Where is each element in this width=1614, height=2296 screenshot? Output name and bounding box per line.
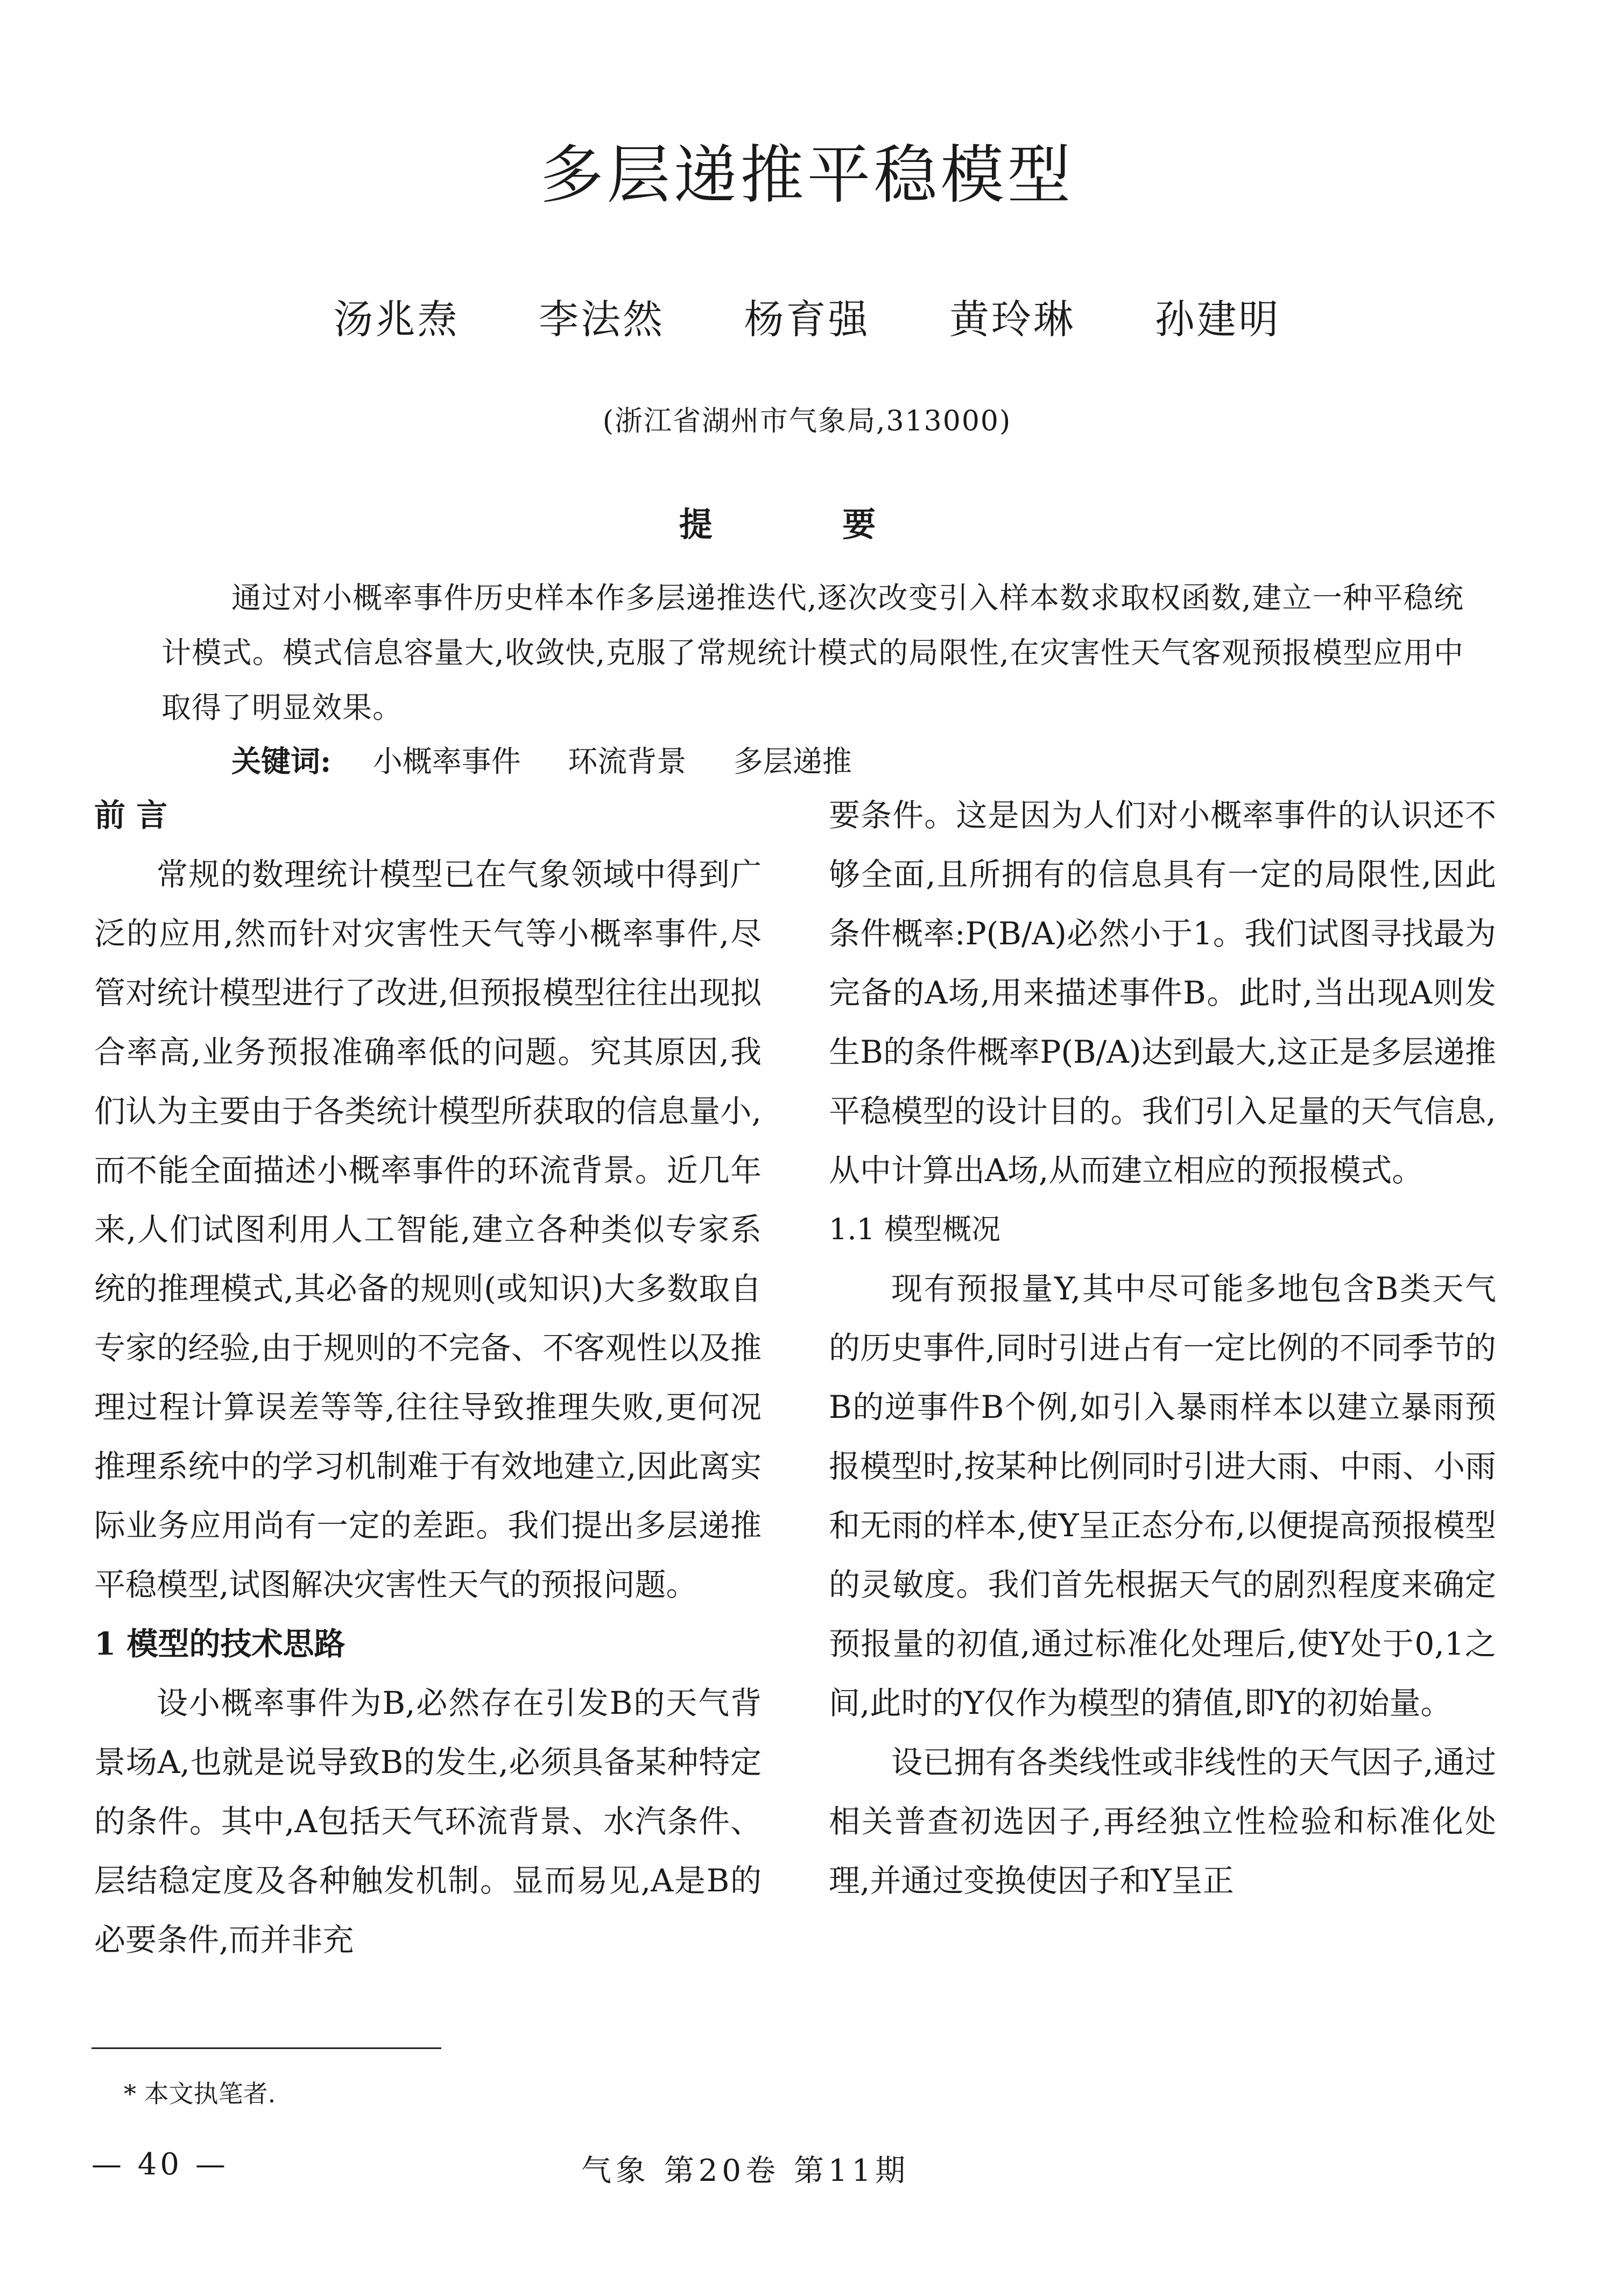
paragraph: 现有预报量Y,其中尽可能多地包含B类天气的历史事件,同时引进占有一定比例的不同季节的B的逆事件B个例,如引入暴雨样本以建立暴雨预报模型时,按某种比例同时引进大雨、中雨、小雨和无雨的样本,使Y呈正态分布,以便提高预报模型的灵敏度。我们首先根据天气的剧烈程度来确定预报量的初值,通过标准化处理后,使Y处于0,1之间,此时的Y仅作为模型的猜值,即Y的初始量。 [829,1270,1496,1721]
author-name: 汤兆焘 [333,296,460,343]
author-name: 孙建明 [1154,296,1281,343]
paragraph: 设已拥有各类线性或非线性的天气因子,通过相关普查初选因子,再经独立性检验和标准化处理,并通过变换使因子和Y呈正 [829,1744,1496,1899]
footnote: * 本文执笔者. [124,2079,276,2108]
journal-citation: 气象 第20卷 第11期 [581,2153,910,2188]
right-column [829,786,1496,1910]
author-name: 黄玲琳 [949,296,1076,343]
keyword-item: 多层递推 [733,744,852,779]
author-name: 杨育强 [744,296,870,343]
abstract-heading: 提 要 [679,505,935,544]
footnote-divider [91,2047,441,2049]
section-heading-1-1: 1.1 模型概况 [829,1212,1001,1246]
page-number: — 40 — [91,2147,229,2182]
paragraph: 要条件。这是因为人们对小概率事件的认识还不够全面,且所拥有的信息具有一定的局限性,因此条件概率:P(B/A)必然小于1。我们试图寻找最为完备的A场,用来描述事件B。此时,当出现A则发生B的条件概率P(B/A)达到最大,这正是多层递推平稳模型的设计目的。我们引入足量的天气信息,从中计算出A场,从而建立相应的预报模式。 [829,797,1496,1189]
left-column [94,786,762,1969]
affiliation: (浙江省湖州市气象局,313000) [602,405,1012,437]
abstract-text: 通过对小概率事件历史样本作多层递推迭代,逐次改变引入样本数求取权函数,建立一种平稳统计模式。模式信息容量大,收敛快,克服了常规统计模式的局限性,在灾害性天气客观预报模型应用中取得了明显效果。 [161,581,1464,725]
keyword-item: 环流背景 [568,744,687,779]
page-footer [0,2147,1614,2190]
paragraph: 常规的数理统计模型已在气象领域中得到广泛的应用,然而针对灾害性天气等小概率事件,尽管对统计模型进行了改进,但预报模型往往出现拟合率高,业务预报准确率低的问题。究其原因,我们认为主要由于各类统计模型所获取的信息量小,而不能全面描述小概率事件的环流背景。近几年来,人们试图利用人工智能,建立各种类似专家系统的推理模式,其必备的规则(或知识)大多数取自专家的经验,由于规则的不完备、不客观性以及推理过程计算误差等等,往往导致推理失败,更何况推理系统中的学习机制难于有效地建立,因此离实际业务应用尚有一定的差距。我们提出多层递推平稳模型,试图解决灾害性天气的预报问题。 [94,856,762,1603]
paragraph: 设小概率事件为B,必然存在引发B的天气背景场A,也就是说导致B的发生,必须具备某种特定的条件。其中,A包括天气环流背景、水汽条件、层结稳定度及各种触发机制。显而易见,A是B的必要条件,而并非充 [94,1685,762,1958]
keyword-item: 小概率事件 [372,744,521,779]
keywords-label: 关键词: [231,744,332,779]
section-heading-1: 1 模型的技术思路 [94,1626,346,1662]
author-list [0,288,1614,345]
paper-title: 多层递推平稳模型 [540,138,1074,212]
section-heading-intro: 前 言 [94,797,168,833]
keywords [231,737,1469,786]
author-name: 李法然 [538,296,665,343]
